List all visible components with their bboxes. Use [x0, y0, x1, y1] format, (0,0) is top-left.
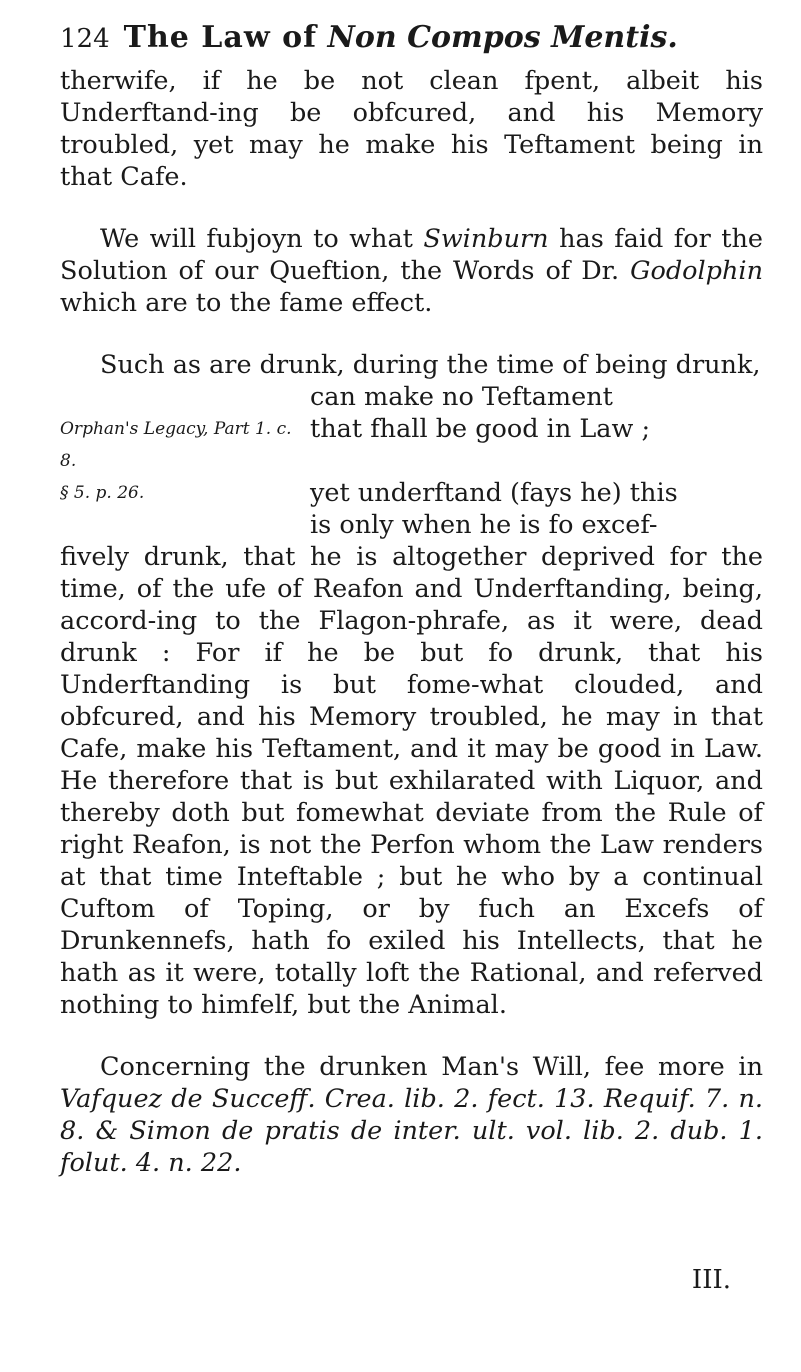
paragraph-2	[60, 223, 763, 319]
paragraph-3-line-5: is only when he is fo excef-	[310, 510, 658, 540]
side-note-line-2: § 5. p. 26.	[60, 483, 145, 503]
paragraph-2-text-a: We will fubjoyn to what	[100, 224, 424, 254]
paragraph-gap	[60, 319, 763, 349]
note-row-1	[60, 413, 763, 477]
note-row-2	[60, 477, 763, 509]
paragraph-4-text: Concerning the drunken Man's Will, fee more in	[100, 1052, 763, 1082]
running-title-part2: Non Compos Mentis.	[327, 20, 678, 55]
side-note-line-1: Orphan's Legacy, Part 1. c. 8.	[60, 419, 292, 471]
running-header	[60, 18, 763, 59]
page-number: 124	[60, 24, 110, 54]
paragraph-2-text-c: which are to the fame effect.	[60, 288, 433, 318]
citation-reference: Vafquez de Succeff. Crea. lib. 2. fect. 13. Requif. 7. n. 8. & Simon de pratis de inter. ult. vol. lib. 2. dub. 1. folut. 4. n. 22.	[60, 1084, 763, 1178]
paragraph-1: therwife, if he be not clean fpent, albeit his Underftand-ing be obfcured, and his Memory troubled, yet may he make his Teftament being in that Cafe.	[60, 66, 763, 192]
paragraph-3-line-3: that fhall be good in Law ;	[310, 414, 651, 444]
author-name-godolphin: Godolphin	[630, 256, 763, 286]
author-name-swinburn: Swinburn	[423, 224, 549, 254]
paragraph-3-line-1: Such as are drunk, during the time of being drunk,	[100, 350, 761, 380]
paragraph-3	[60, 349, 763, 1021]
running-title	[124, 18, 678, 58]
paragraph-gap	[60, 1021, 763, 1051]
paragraph-3-rest: fively drunk, that he is altogether deprived for the time, of the ufe of Reafon and Underftanding, being, accord-ing to the Flagon-phrafe, as it were, dead drunk : For if he be but fo drunk, that his Underftanding is but fome-what clouded, and obfcured, and his Memory troubled, he may in that Cafe, make his Teftament, and it may be good in Law. He therefore that is but exhilarated with Liquor, and thereby doth but fomewhat deviate from the Rule of right Reafon, is not the Perfon whom the Law renders at that time Inteftable ; but he who by a continual Cuftom of Toping, or by fuch an Excefs of Drunkennefs, hath fo exiled his Intellects, that he hath as it were, totally loft the Rational, and referved nothing to himfelf, but the Animal.	[60, 542, 763, 1020]
paragraph-4	[60, 1051, 763, 1179]
running-title-part1: The Law of	[123, 20, 318, 55]
paragraph-2-text-b: has faid for the Solution of our Queftion, the Words of Dr.	[60, 224, 764, 286]
paragraph-3-line-4: yet underftand (fays he) this	[310, 478, 678, 508]
catchword: III.	[691, 1265, 731, 1295]
paragraph-gap	[60, 193, 763, 223]
paragraph-3-line-2: can make no Teftament	[310, 382, 613, 412]
